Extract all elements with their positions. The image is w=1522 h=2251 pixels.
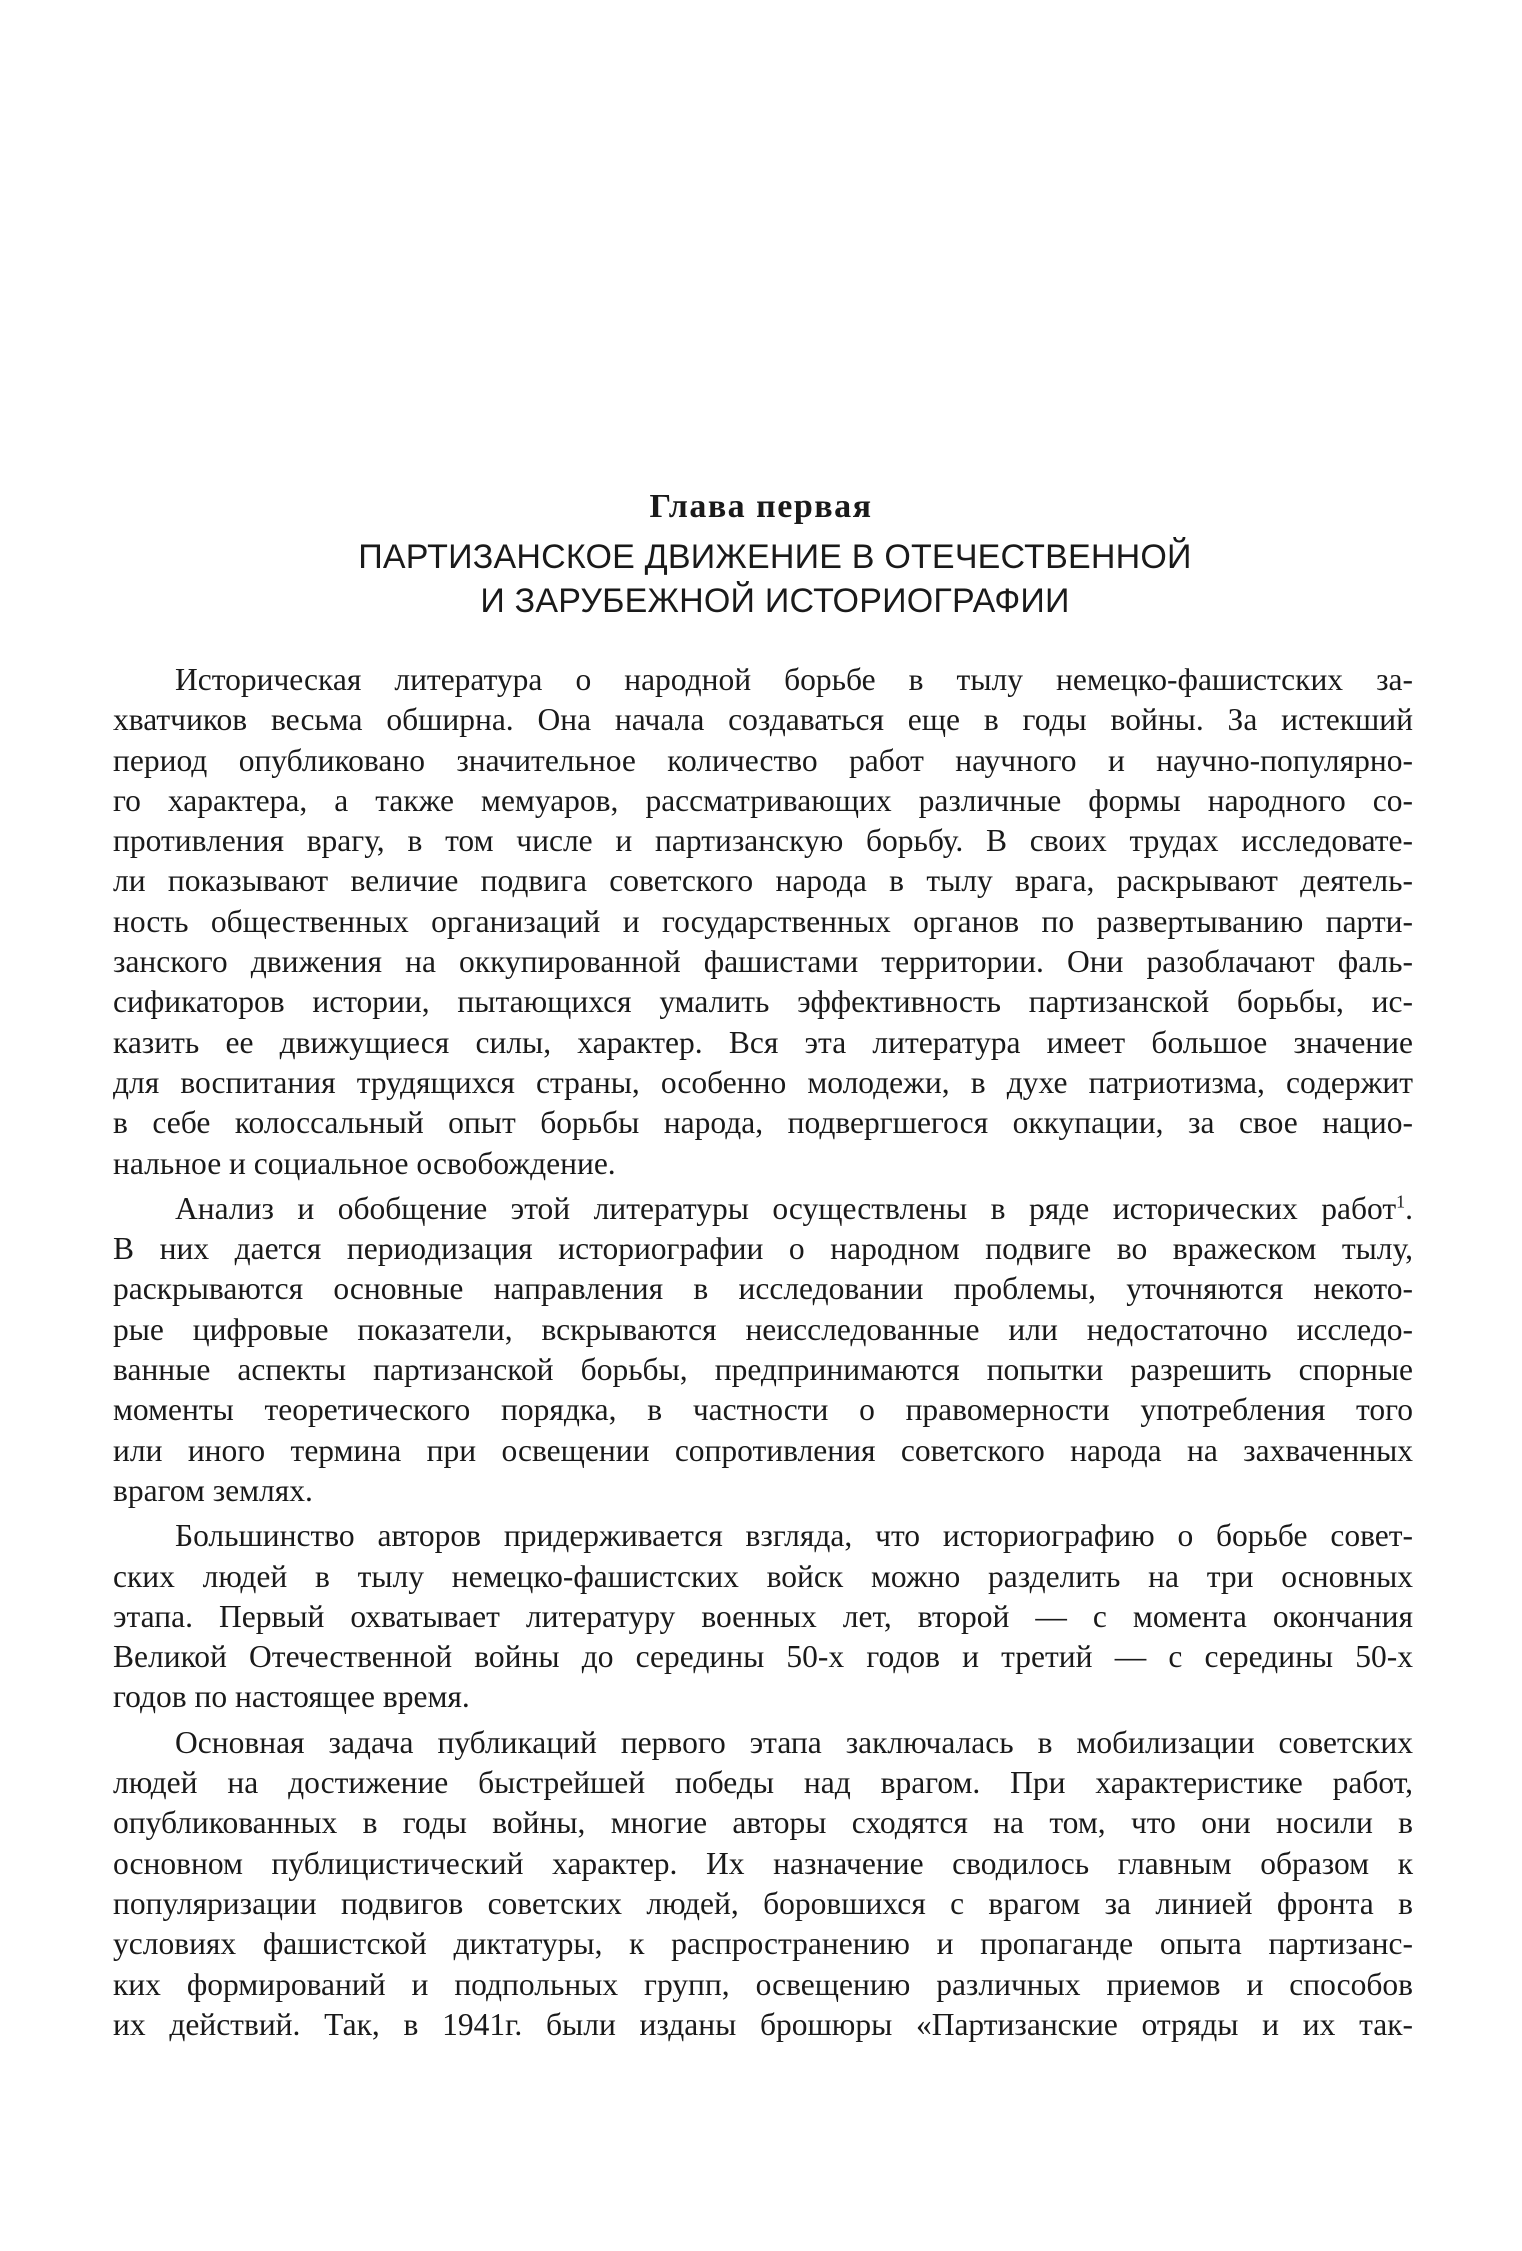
text-line: основном публицистический характер. Их назначение сводилось главным образом к [113, 1845, 1413, 1881]
text-line: раскрываются основные направления в исследовании проблемы, уточняются некото- [113, 1271, 1413, 1307]
body-text [113, 660, 1413, 2050]
text-line: противления врагу, в том числе и партизанскую борьбу. В своих трудах исследовате- [113, 823, 1413, 859]
text-line: ли показывают величие подвига советского народа в тылу врага, раскрывают деятель- [113, 863, 1413, 899]
text-line: врагом землях. [113, 1472, 313, 1508]
footnote-mark: 1 [1396, 1191, 1406, 1212]
chapter-title-line-1: ПАРТИЗАНСКОЕ ДВИЖЕНИЕ В ОТЕЧЕСТВЕННОЙ [358, 538, 1192, 576]
text-line: ских людей в тылу немецко-фашистских войск можно разделить на три основных [113, 1558, 1413, 1594]
text-line: для воспитания трудящихся страны, особенно молодежи, в духе патриотизма, содержит [113, 1064, 1413, 1100]
text-line: или иного термина при освещении сопротивления советского народа на захваченных [113, 1432, 1413, 1468]
text-line: их действий. Так, в 1941г. были изданы брошюры «Партизанские отряды и их так- [113, 2006, 1413, 2042]
text-line: годов по настоящее время. [113, 1679, 470, 1715]
text-line: ких формирований и подпольных групп, освещению различных приемов и способов [113, 1966, 1413, 2002]
paragraph-3 [113, 1516, 1413, 1717]
chapter-title-line-2: И ЗАРУБЕЖНОЙ ИСТОРИОГРАФИИ [480, 582, 1070, 620]
chapter-title [300, 535, 1250, 623]
text-line: Большинство авторов придерживается взгляда, что историографию о борьбе совет- [175, 1518, 1413, 1554]
text-line: рые цифровые показатели, вскрываются неисследованные или недостаточно исследо- [113, 1311, 1413, 1347]
text-line: этапа. Первый охватывает литературу военных лет, второй — с момента окончания [113, 1598, 1413, 1634]
paragraph-4 [113, 1723, 1413, 2045]
text-line: людей на достижение быстрейшей победы над врагом. При характеристике работ, [113, 1765, 1413, 1801]
text-line: опубликованных в годы войны, многие авторы сходятся на том, что они носили в [113, 1805, 1413, 1841]
text-line: занского движения на оккупированной фашистами территории. Они разоблачают фаль- [113, 944, 1413, 980]
text-line: го характера, а также мемуаров, рассматривающих различные формы народного со- [113, 782, 1413, 818]
text-line: Великой Отечественной войны до середины 50-х годов и третий — с середины 50-х [113, 1639, 1413, 1675]
text-line: период опубликовано значительное количество работ научного и научно-популярно- [113, 742, 1413, 778]
text-line: хватчиков весьма обширна. Она начала создаваться еще в годы войны. За истекший [113, 702, 1413, 738]
text-line: моменты теоретического порядка, в частности о правомерности употребления того [113, 1392, 1413, 1428]
text-line: нальное и социальное освобождение. [113, 1145, 616, 1181]
text-line: условиях фашистской диктатуры, к распространению и пропаганде опыта партизанс- [113, 1926, 1413, 1962]
text-line: популяризации подвигов советских людей, боровшихся с врагом за линией фронта в [113, 1885, 1413, 1921]
text-line: в себе колоссальный опыт борьбы народа, подвергшегося оккупации, за свое нацио- [113, 1105, 1413, 1141]
text-line [113, 1189, 1413, 1229]
text-line-tail: . [1405, 1190, 1413, 1226]
paragraph-2 [113, 1189, 1413, 1511]
text-line: В них дается периодизация историографии о народном подвиге во вражеском тылу, [113, 1231, 1413, 1267]
text-line: сификаторов истории, пытающихся умалить эффективность партизанской борьбы, ис- [113, 984, 1413, 1020]
text-line: казить ее движущиеся силы, характер. Вся эта литература имеет большое значение [113, 1024, 1413, 1060]
paragraph-1 [113, 660, 1413, 1184]
text-line: ванные аспекты партизанской борьбы, предпринимаются попытки разрешить спорные [113, 1352, 1413, 1388]
text-line: ность общественных организаций и государственных органов по развертыванию парти- [113, 903, 1413, 939]
chapter-label: Глава первая [649, 488, 873, 525]
text-line: Историческая литература о народной борьбе в тылу немецко-фашистских за- [175, 662, 1413, 697]
text-line-body: Анализ и обобщение этой литературы осуществлены в ряде исторических работ [175, 1190, 1397, 1226]
text-line: Основная задача публикаций первого этапа заключалась в мобилизации советских [175, 1724, 1413, 1760]
